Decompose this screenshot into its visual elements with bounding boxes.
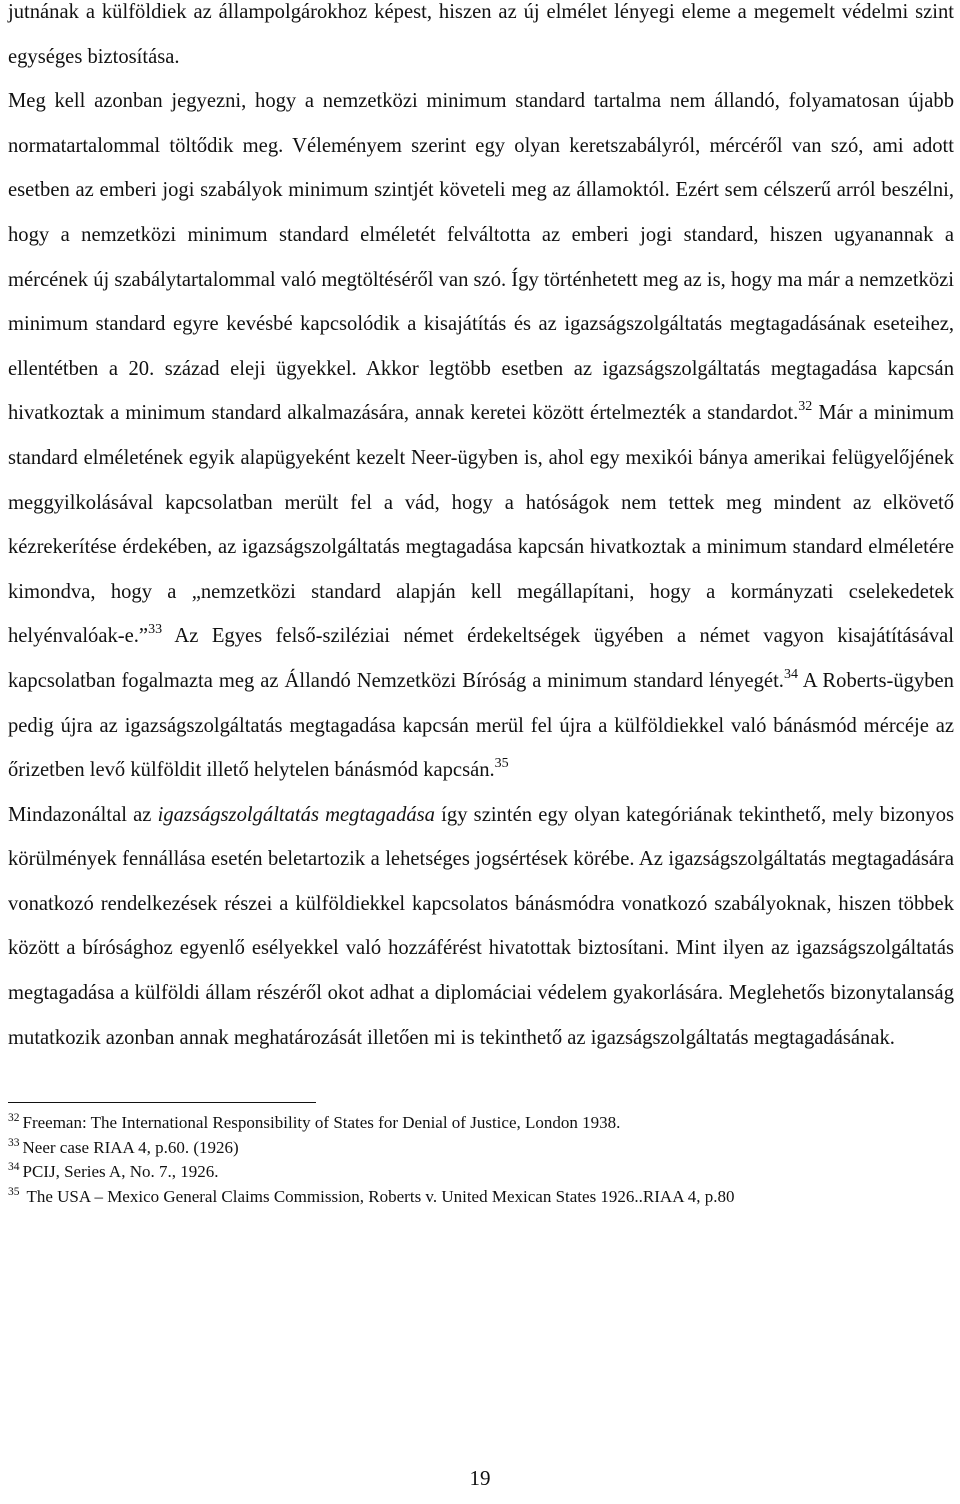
footnote-text: The USA – Mexico General Claims Commission, Roberts v. United Mexican States 1926..RIAA 4, p.80 (22, 1186, 735, 1206)
text-segment: Már a minimum standard elméletének egyik alapügyeként kezelt Neer-ügyben is, ahol egy mexikói bánya amerikai felügyelőjének meggyilkolásával kapcsolatban merült fel a vád, hogy a hatóságok nem tettek meg mindent az elkövető kézrekerítése érdekében, az igazságszolgáltatás megtagadása kapcsán hivatkoztak a minimum standard elméletére kimondva, hogy a „nemzetközi standard alapján kell megállapítani, hogy a kormányzati cselekedetek helyénvalóak-e.” (8, 402, 954, 648)
text-segment: Mindazonáltal az (8, 803, 158, 826)
emphasized-text: igazságszolgáltatás megtagadása (157, 803, 435, 826)
footnote-text: PCIJ, Series A, No. 7., 1926. (22, 1162, 219, 1182)
footnote-number: 32 (8, 1112, 20, 1125)
footnote-number: 33 (8, 1136, 20, 1149)
footnote (8, 1111, 954, 1136)
footnotes (8, 1111, 954, 1209)
paragraph (8, 79, 954, 793)
text-segment: Meg kell azonban jegyezni, hogy a nemzetközi minimum standard tartalma nem állandó, folyamatosan újabb normatartalommal töltődik meg. Véleményem szerint egy olyan keretszabályról, mércéről van szó, ami adott esetben az emberi jogi szabályok minimum szintjét követeli meg az államoktól. Ezért sem célszerű arról beszélni, hogy a nemzetközi minimum standard elméletét felváltotta az emberi jogi standard, hiszen ugyanannak a mércének új szabálytartalommal való megtöltéséről van szó. Így történhetett meg az is, hogy ma már a nemzetközi minimum standard egyre kevésbé kapcsolódik a kisajátítás és az igazságszolgáltatás megtagadásának eseteihez, ellentétben a 20. század eleji ügyekkel. Akkor legtöbb esetben az igazságszolgáltatás megtagadása kapcsán hivatkoztak a minimum standard alkalmazására, annak keretei között értelmezték a standardot. (8, 90, 954, 425)
footnote-text: Freeman: The International Responsibility of States for Denial of Justice, London 1938. (22, 1113, 621, 1133)
body-text (8, 0, 954, 1060)
page-number: 19 (469, 1466, 491, 1490)
text-segment: Az Egyes felső-sziléziai német érdekeltségek ügyében a német vagyon kisajátításával kapcsolatban fogalmazta meg az Állandó Nemzetközi Bíróság a minimum standard lényegét. (8, 625, 954, 692)
footnote-reference: 35 (494, 756, 509, 772)
footnote-separator (8, 1102, 316, 1103)
footnote-number: 35 (8, 1185, 20, 1198)
text-segment: jutnának a külföldiek az állampolgárokhoz képest, hiszen az új elmélet lényegi eleme a megemelt védelmi szint egységes biztosítása. (8, 1, 954, 68)
footnote (8, 1185, 954, 1210)
footnote-text: Neer case RIAA 4, p.60. (1926) (22, 1137, 239, 1157)
paragraph (8, 793, 954, 1061)
footnote (8, 1136, 954, 1161)
footnote-reference: 34 (783, 666, 798, 682)
footnote (8, 1160, 954, 1185)
text-segment: A Roberts-ügyben pedig újra az igazságszolgáltatás megtagadása kapcsán merül fel újra a külföldiekkel való bánásmód mércéje az őrizetben levő külföldit illető helytelen bánásmód kapcsán. (8, 669, 954, 782)
text-segment: így szintén egy olyan kategóriának tekinthető, mely bizonyos körülmények fennállása esetén beletartozik a lehetséges jogsértések körébe. Az igazságszolgáltatás megtagadására vonatkozó rendelkezések részei a külföldiekkel kapcsolatos bánásmódra vonatkozó szabályoknak, hiszen többek között a bírósághoz egyenlő esélyekkel való hozzáférést hivatottak biztosítani. Mint ilyen az igazságszolgáltatás megtagadása a külföldi állam részéről okot adhat a diplomáciai védelem gyakorlására. Meglehetős bizonytalanság mutatkozik azonban annak meghatározását illetően mi is tekinthető az igazságszolgáltatás megtagadásának. (8, 803, 955, 1049)
paragraph (8, 0, 954, 79)
footnote-reference: 33 (148, 622, 163, 638)
footnote-reference: 32 (798, 399, 813, 415)
footnote-number: 34 (8, 1161, 20, 1174)
